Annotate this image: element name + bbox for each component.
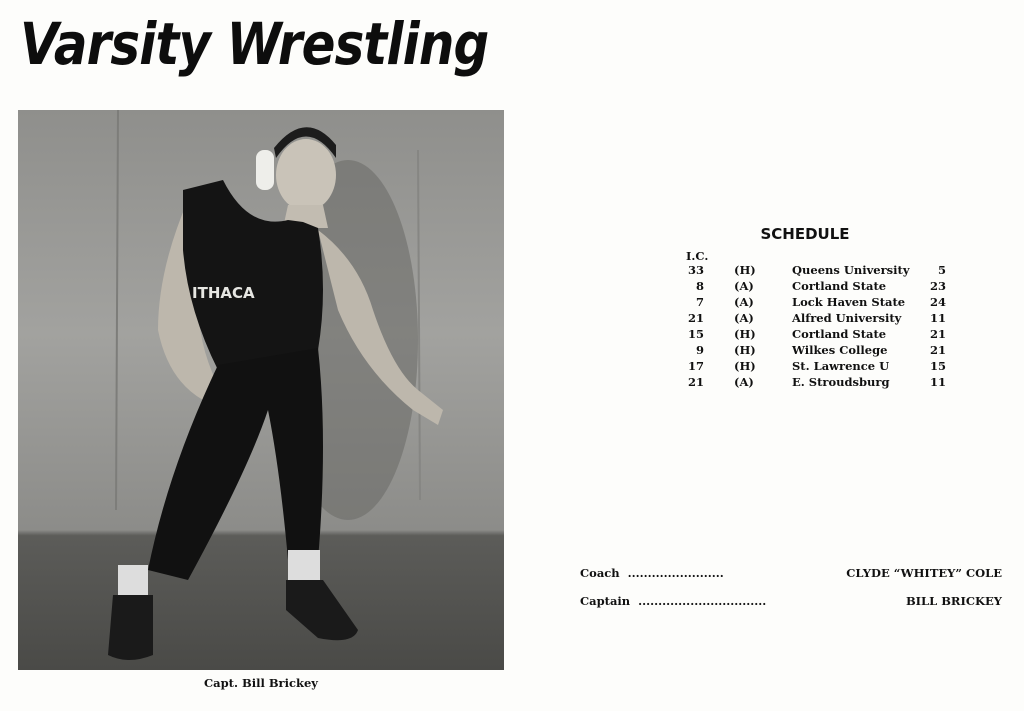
wrestler-photo (18, 110, 504, 670)
captain-line (580, 594, 1002, 608)
match-site: (A) (734, 279, 754, 293)
opponent-name: E. Stroudsburg (792, 375, 890, 389)
ic-score: 21 (687, 375, 704, 389)
opponent-name: St. Lawrence U (792, 359, 890, 373)
schedule-row (672, 263, 962, 279)
coach-name: CLYDE “WHITEY” COLE (846, 566, 1002, 580)
ic-score: 21 (687, 311, 704, 325)
ic-score: 9 (695, 343, 704, 357)
match-site: (A) (734, 311, 754, 325)
opponent-score: 21 (929, 343, 946, 357)
coach-dot-leader: ........................ (627, 566, 724, 580)
match-site: (H) (734, 263, 756, 277)
coach-label: Coach (580, 566, 620, 580)
captain-dot-leader: ................................ (638, 594, 767, 608)
opponent-name: Wilkes College (792, 343, 888, 357)
schedule-heading: SCHEDULE (760, 225, 850, 243)
page-title: Varsity Wrestling (20, 10, 489, 78)
schedule-table (672, 263, 962, 391)
schedule-row (672, 327, 962, 343)
ic-score: 17 (687, 359, 704, 373)
captain-label: Captain (580, 594, 631, 608)
opponent-score: 15 (929, 359, 946, 373)
opponent-name: Cortland State (792, 279, 887, 293)
ic-score: 8 (695, 279, 704, 293)
opponent-name: Alfred University (792, 311, 902, 325)
schedule-row (672, 343, 962, 359)
ic-column-label: I.C. (686, 249, 709, 263)
captain-name: BILL BRICKEY (905, 594, 1002, 608)
jersey-text: ITHACA (192, 284, 255, 302)
opponent-score: 23 (929, 279, 946, 293)
opponent-name: Queens University (792, 263, 910, 277)
opponent-score: 24 (929, 295, 946, 309)
schedule-row (672, 279, 962, 295)
opponent-name: Lock Haven State (792, 295, 906, 309)
opponent-score: 11 (929, 311, 946, 325)
coach-line (580, 566, 1002, 580)
opponent-score: 21 (929, 327, 946, 341)
photo-caption: Capt. Bill Brickey (204, 676, 318, 690)
opponent-score: 5 (937, 263, 946, 277)
opponent-name: Cortland State (792, 327, 887, 341)
ic-score: 7 (695, 295, 704, 309)
schedule-row (672, 359, 962, 375)
schedule-row (672, 375, 962, 391)
match-site: (A) (734, 375, 754, 389)
ic-score: 33 (687, 263, 704, 277)
match-site: (H) (734, 327, 756, 341)
match-site: (A) (734, 295, 754, 309)
opponent-score: 11 (929, 375, 946, 389)
schedule-row (672, 311, 962, 327)
ic-score: 15 (687, 327, 704, 341)
match-site: (H) (734, 359, 756, 373)
schedule-row (672, 295, 962, 311)
match-site: (H) (734, 343, 756, 357)
